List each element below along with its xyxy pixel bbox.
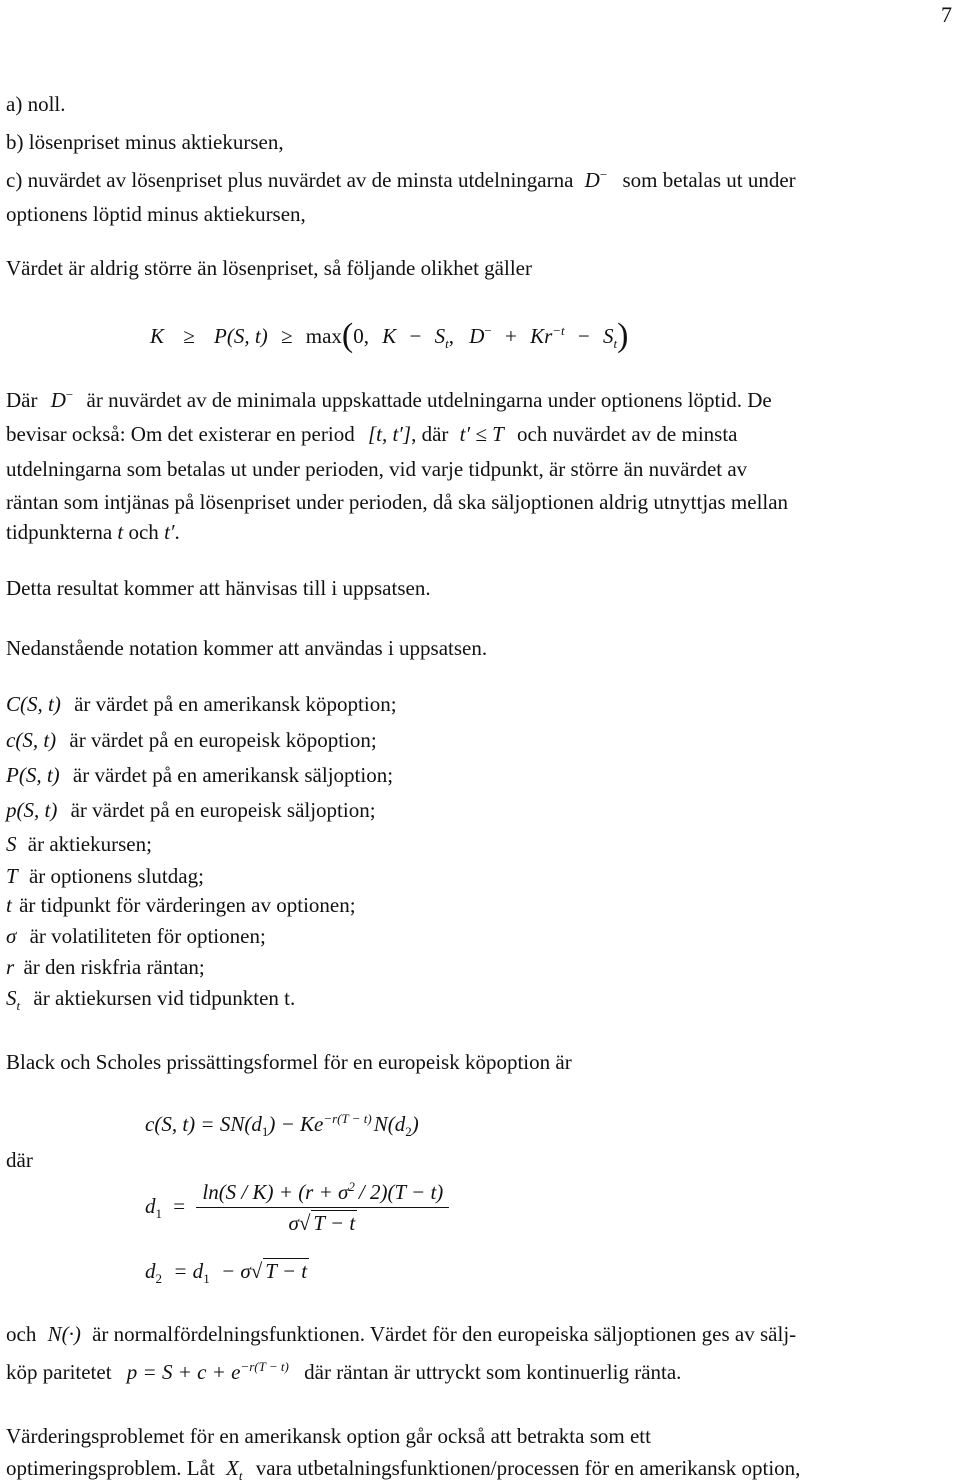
d2-sub1: 1 — [203, 1271, 210, 1287]
para1-interval: [t, t′] — [367, 422, 412, 446]
para4-text-a: och — [6, 1322, 37, 1346]
f-minus2: − — [577, 324, 590, 348]
bs-formula — [145, 1111, 419, 1140]
notation-symbol: P(S, t) — [6, 763, 60, 787]
d1-eq: = — [173, 1194, 186, 1218]
f-sup-minus: − — [484, 323, 492, 338]
para1-text-h3: . — [174, 520, 180, 544]
f-plus: + — [504, 324, 517, 348]
para4-N: N(·) — [47, 1322, 81, 1346]
f-zero: 0, — [353, 324, 369, 348]
d1-den-root: T − t — [313, 1211, 356, 1236]
d2-formula — [145, 1258, 309, 1287]
f-geq2: ≥ — [280, 324, 293, 348]
para4-text-d: där räntan är uttryckt som kontinuerlig ränta. — [304, 1360, 682, 1384]
f-max: max — [305, 324, 342, 348]
bs-sup: −r(T − t) — [323, 1111, 372, 1126]
d1-den-sigma: σ — [288, 1211, 299, 1236]
f-open-paren: ( — [341, 317, 354, 354]
notation-item — [6, 728, 377, 753]
para1-line3: utdelningarna som betalas ut under perioden, vid varje tidpunkt, är större än nuvärdet av — [6, 457, 748, 481]
para1-line1 — [6, 388, 772, 413]
para1-text-e: och nuvärdet av de minsta — [517, 422, 738, 446]
sqrt-icon: √ — [298, 1211, 311, 1236]
para2: Detta resultat kommer att hänvisas till i uppsatsen. — [6, 576, 431, 600]
page-number: 7 — [941, 2, 952, 27]
d1-num-a: ln(S / K) + (r + σ — [202, 1180, 349, 1204]
notation-desc: är den riskfria räntan; — [23, 955, 205, 979]
d2-minus: − σ — [220, 1259, 251, 1283]
para1-text-h1: tidpunkterna — [6, 520, 113, 544]
para5-line2 — [6, 1456, 800, 1481]
f-geq1: ≥ — [183, 324, 195, 348]
para5-sub: t — [238, 1468, 243, 1483]
notation-desc: är optionens slutdag; — [28, 864, 204, 888]
d1-lhs: d — [145, 1194, 156, 1218]
para4-formula: p = S + c + e — [126, 1360, 241, 1384]
d2-sub: 2 — [155, 1271, 163, 1287]
f-S2: S — [603, 324, 614, 348]
symbol-D: D — [584, 168, 600, 192]
list-item-c-cont: optionens löptid minus aktiekursen, — [6, 202, 306, 226]
notation-symbol: σ — [6, 924, 17, 948]
notation-symbol: p(S, t) — [6, 798, 58, 822]
para4-text-b: är normalfördelningsfunktionen. Värdet för den europeiska säljoptionen ges av sälj- — [92, 1322, 797, 1346]
para5-X: X — [226, 1456, 239, 1480]
list-item-c — [6, 168, 796, 193]
superscript-minus: − — [599, 167, 608, 182]
bs-lhs: c(S, t) = SN(d — [145, 1112, 262, 1136]
notation-item — [6, 924, 266, 949]
para1-D: D — [50, 388, 66, 412]
d2-eq: = d — [173, 1259, 204, 1283]
notation-item — [6, 893, 356, 918]
list-item-c-text-2: som betalas ut under — [622, 168, 796, 192]
sqrt-icon: √ — [250, 1259, 263, 1283]
f-sub-t1: t — [445, 336, 449, 352]
para5-line1: Värderingsproblemet för en amerikansk option går också att betrakta som ett — [6, 1424, 651, 1448]
para5-text-c: vara utbetalningsfunktionen/processen för en amerikansk option, — [255, 1456, 801, 1480]
notation-desc: är tidpunkt för värderingen av optionen; — [19, 893, 356, 917]
notation-item — [6, 832, 152, 857]
f-comma: , — [448, 324, 454, 348]
d1-denominator — [196, 1208, 449, 1236]
notation-symbol: c(S, t) — [6, 728, 57, 752]
notation-item — [6, 692, 397, 717]
bs-mid: ) − Ke — [268, 1112, 324, 1136]
f-args: (S, t) — [226, 324, 268, 348]
para1-line2 — [6, 422, 737, 447]
notation-symbol: S — [6, 832, 17, 856]
f-close-paren: ) — [617, 317, 629, 354]
d1-fraction — [196, 1180, 449, 1236]
d2-root: T − t — [265, 1259, 308, 1283]
notation-symbol: r — [6, 955, 15, 979]
d1-numerator — [196, 1180, 449, 1208]
notation-desc: är värdet på en europeisk köpoption; — [69, 728, 377, 752]
notation-item — [6, 864, 204, 889]
f-Kr: Kr — [530, 324, 553, 348]
para5-text-b: optimeringsproblem. Låt — [6, 1456, 215, 1480]
list-item-a: a) noll. — [6, 92, 66, 116]
inequality-formula — [150, 316, 628, 357]
d1-num-b: / 2)(T − t) — [358, 1180, 444, 1204]
bs-intro: Black och Scholes prissättingsformel för en europeisk köpoption är — [6, 1050, 572, 1074]
para1-cond: t′ ≤ T — [459, 422, 504, 446]
notation-item — [6, 986, 296, 1014]
para1-text-b: är nuvärdet av de minimala uppskattade utdelningarna under optionens löptid. De — [86, 388, 772, 412]
f-S1: S — [434, 324, 446, 348]
notation-item — [6, 798, 376, 823]
para1-tp: t′ — [164, 520, 175, 544]
notation-desc: är aktiekursen vid tidpunkten t. — [33, 986, 296, 1010]
notation-desc: är volatiliteten för optionen; — [29, 924, 266, 948]
notation-item — [6, 955, 205, 980]
bs-sub2: 2 — [405, 1124, 412, 1140]
f-D: D — [469, 324, 485, 348]
para1-t: t — [117, 520, 124, 544]
para1-line5 — [6, 520, 180, 545]
f-sub-t2: t — [613, 336, 618, 352]
notation-subscript: t — [16, 998, 21, 1014]
list-item-c-text: c) nuvärdet av lösenpriset plus nuvärdet av de minsta utdelningarna — [6, 168, 574, 192]
notation-desc: är aktiekursen; — [27, 832, 152, 856]
d1-formula — [145, 1180, 449, 1236]
para1-text-h2: och — [128, 520, 159, 544]
f-K2: K — [382, 324, 397, 348]
para3: Nedanstående notation kommer att användas i uppsatsen. — [6, 636, 488, 660]
d2-lhs: d — [145, 1259, 156, 1283]
dar-label: där — [6, 1148, 33, 1172]
para1-text-c: bevisar också: Om det existerar en period — [6, 422, 355, 446]
bs-rhs: N(d — [373, 1112, 406, 1136]
list-item-b: b) lösenpriset minus aktiekursen, — [6, 130, 284, 154]
f-minus1: − — [409, 324, 422, 348]
para4-sup: −r(T − t) — [240, 1359, 289, 1374]
notation-symbol: C(S, t) — [6, 692, 61, 716]
notation-desc: är värdet på en europeisk säljoption; — [70, 798, 376, 822]
notation-symbol: S — [6, 986, 17, 1010]
d1-num-sup: 2 — [348, 1179, 355, 1194]
para1-text-a: Där — [6, 388, 38, 412]
notation-symbol: T — [6, 864, 18, 888]
d1-sub: 1 — [155, 1206, 163, 1222]
f-P: P — [214, 324, 227, 348]
notation-desc: är värdet på en amerikansk säljoption; — [72, 763, 394, 787]
bs-end: ) — [411, 1112, 419, 1136]
f-sup-t: −t — [552, 323, 565, 338]
para1-text-d: , där — [411, 422, 449, 446]
para4-text-c: köp paritetet — [6, 1360, 112, 1384]
bs-sub1: 1 — [261, 1124, 269, 1140]
notation-item — [6, 763, 393, 788]
para1-line4: räntan som intjänas på lösenpriset under perioden, då ska säljoptionen aldrig utnyttjas mellan — [6, 490, 789, 514]
para4-line2 — [6, 1360, 681, 1385]
para4-line1 — [6, 1322, 796, 1347]
notation-symbol: t — [6, 893, 12, 917]
inequality-intro: Värdet är aldrig större än lösenpriset, så följande olikhet gäller — [6, 256, 532, 280]
para1-sup: − — [65, 387, 74, 402]
f-K: K — [150, 324, 165, 348]
notation-desc: är värdet på en amerikansk köpoption; — [74, 692, 397, 716]
